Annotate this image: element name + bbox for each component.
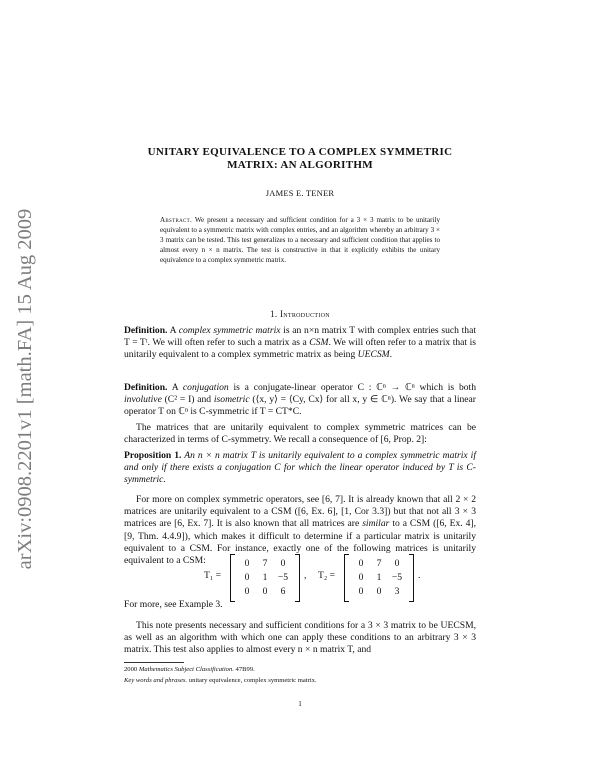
matrix-display — [124, 554, 476, 602]
matrix-entry: 0 — [394, 558, 400, 569]
matrix-entry: 0 — [280, 558, 286, 569]
definition-text: is a conjugate-linear operator C : ℂⁿ → ℂⁿ which is both — [228, 382, 477, 393]
matrix-entry: −5 — [391, 572, 403, 583]
term-similar: similar — [362, 518, 390, 530]
definition-term-involutive: involutive — [124, 394, 162, 406]
matrix-T2 — [344, 554, 414, 600]
abstract — [160, 215, 440, 265]
matrix-entry: 1 — [262, 572, 268, 583]
matrix-separator: , — [304, 570, 307, 581]
definition-term: conjugation — [182, 382, 229, 393]
footnote-msc — [124, 665, 476, 674]
paragraph-characterization: The matrices that are unitarily equivalent to complex symmetric matrices can be characterized in terms of C-symmetry. We recall a consequence of [6, Prop. 2]: — [124, 422, 476, 446]
abstract-label: Abstract. — [160, 216, 193, 224]
paragraph-text: to a CSM ([6, Ex. 4], [9, Thm. 4.4.9]), which makes it difficult to determine if a particular matrix is unitarily equivalent to a CSM. For instance, exactly one of the following matrices is unitarily equivalent to a CSM: — [124, 518, 476, 567]
footnote-text: 47B99. — [233, 666, 255, 673]
definition-text: (⟨x, y⟩ = ⟨Cy, Cx⟩ for all x, y ∈ ℂⁿ). We say that a linear operator T on ℂⁿ is C-symmetric if T = CT*C. — [124, 394, 476, 418]
footnote-text: unitary equivalence, complex symmetric matrix. — [187, 677, 317, 684]
matrix-T1 — [230, 554, 300, 600]
footnote-keywords — [124, 676, 476, 685]
section-heading-text: 1. Introduction — [270, 309, 330, 319]
matrix-entry: 0 — [244, 572, 250, 583]
section-heading-introduction — [0, 309, 600, 319]
definition-term-isometric: isometric — [213, 394, 250, 406]
footnote-label: Mathematics Subject Classification. — [138, 666, 234, 673]
definition-label: Definition. — [124, 325, 168, 336]
proposition-1 — [124, 450, 476, 487]
matrix-T2-label: T₂ = — [318, 570, 336, 581]
definition-text: is an n×n matrix T with complex entries such that T = Tᵗ. We will often refer to such a matrix as a — [124, 325, 476, 349]
abstract-text: We present a necessary and sufficient condition for a 3 × 3 matrix to be unitarily equivalent to a symmetric matrix with complex entries, and an algorithm whereby an arbitrary 3 × 3 matrix can be tested. This test generalizes to a necessary and sufficient condition that applies to almost every n × n matrix. The test is constructive in that it explicitly exhibits the unitary equivalence to a complex symmetric matrix. — [160, 216, 440, 265]
definition-term-csm: CSM — [309, 337, 329, 349]
matrix-entry: 7 — [376, 558, 382, 569]
proposition-label: Proposition 1. — [124, 450, 182, 461]
definition-text: . We will often refer to a matrix that is unitarily equivalent to a complex symmetric matrix as being — [124, 337, 476, 361]
matrix-entry: −5 — [277, 572, 289, 583]
matrix-entry: 6 — [280, 586, 286, 597]
matrix-entry: 0 — [358, 572, 364, 583]
definition-csm — [124, 325, 476, 362]
matrix-entry: 3 — [394, 586, 400, 597]
definition-text: (C² = I) and — [161, 394, 214, 406]
definition-text: . — [389, 349, 393, 361]
definition-text: A — [167, 325, 179, 336]
matrix-entry: 0 — [244, 586, 250, 597]
matrix-end-period: . — [418, 570, 421, 581]
author-name: JAMES E. TENER — [265, 188, 335, 198]
proposition-text: An n × n matrix T is unitarily equivalent to a complex symmetric matrix if and only if there exists a conjugation C for which the linear operator induced by T is C-symmetric. — [124, 450, 476, 486]
matrix-entry: 0 — [376, 586, 382, 597]
matrix-entry: 0 — [358, 586, 364, 597]
arxiv-side-banner: arXiv:0908.2201v1 [math.FA] 15 Aug 2009 — [14, 208, 36, 570]
footnote-label: Key words and phrases. — [124, 677, 188, 684]
paragraph-see-example: For more, see Example 3. — [124, 599, 223, 610]
paragraph-note-presents: This note presents necessary and sufficient conditions for a 3 × 3 matrix to be UECSM, as well as an algorithm with which one can apply these conditions to an arbitrary 3 × 3 matrix. This test also applies to almost every n × n matrix T, and — [124, 620, 476, 656]
paragraph-text: For more on complex symmetric operators, see [6, 7]. It is already known that all 2 × 2 matrices are unitarily equivalent to a CSM ([6, Ex. 6], [1, Cor 3.3]) but that not all 3 × 3 matrices are [6, Ex. 7]. It is also known that all matrices are — [124, 494, 476, 530]
matrix-T1-label: T₁ = — [204, 570, 222, 581]
definition-label: Definition. — [124, 382, 168, 393]
definition-term-uecsm: UECSM — [357, 349, 390, 361]
page-number: 1 — [298, 700, 302, 708]
paper-title-line-1: UNITARY EQUIVALENCE TO A COMPLEX SYMMETRIC — [147, 146, 453, 158]
matrix-entry: 1 — [376, 572, 382, 583]
matrix-entry: 0 — [358, 558, 364, 569]
definition-term: complex symmetric matrix — [178, 325, 281, 336]
matrix-entry: 7 — [262, 558, 268, 569]
matrix-entry: 0 — [262, 586, 268, 597]
definition-conjugation — [124, 382, 476, 419]
definition-text: A — [167, 382, 183, 393]
paper-title-line-2: MATRIX: AN ALGORITHM — [227, 159, 373, 171]
footnote-text: 2000 — [124, 666, 139, 673]
matrix-entry: 0 — [244, 558, 250, 569]
footnote-rule — [124, 662, 184, 663]
